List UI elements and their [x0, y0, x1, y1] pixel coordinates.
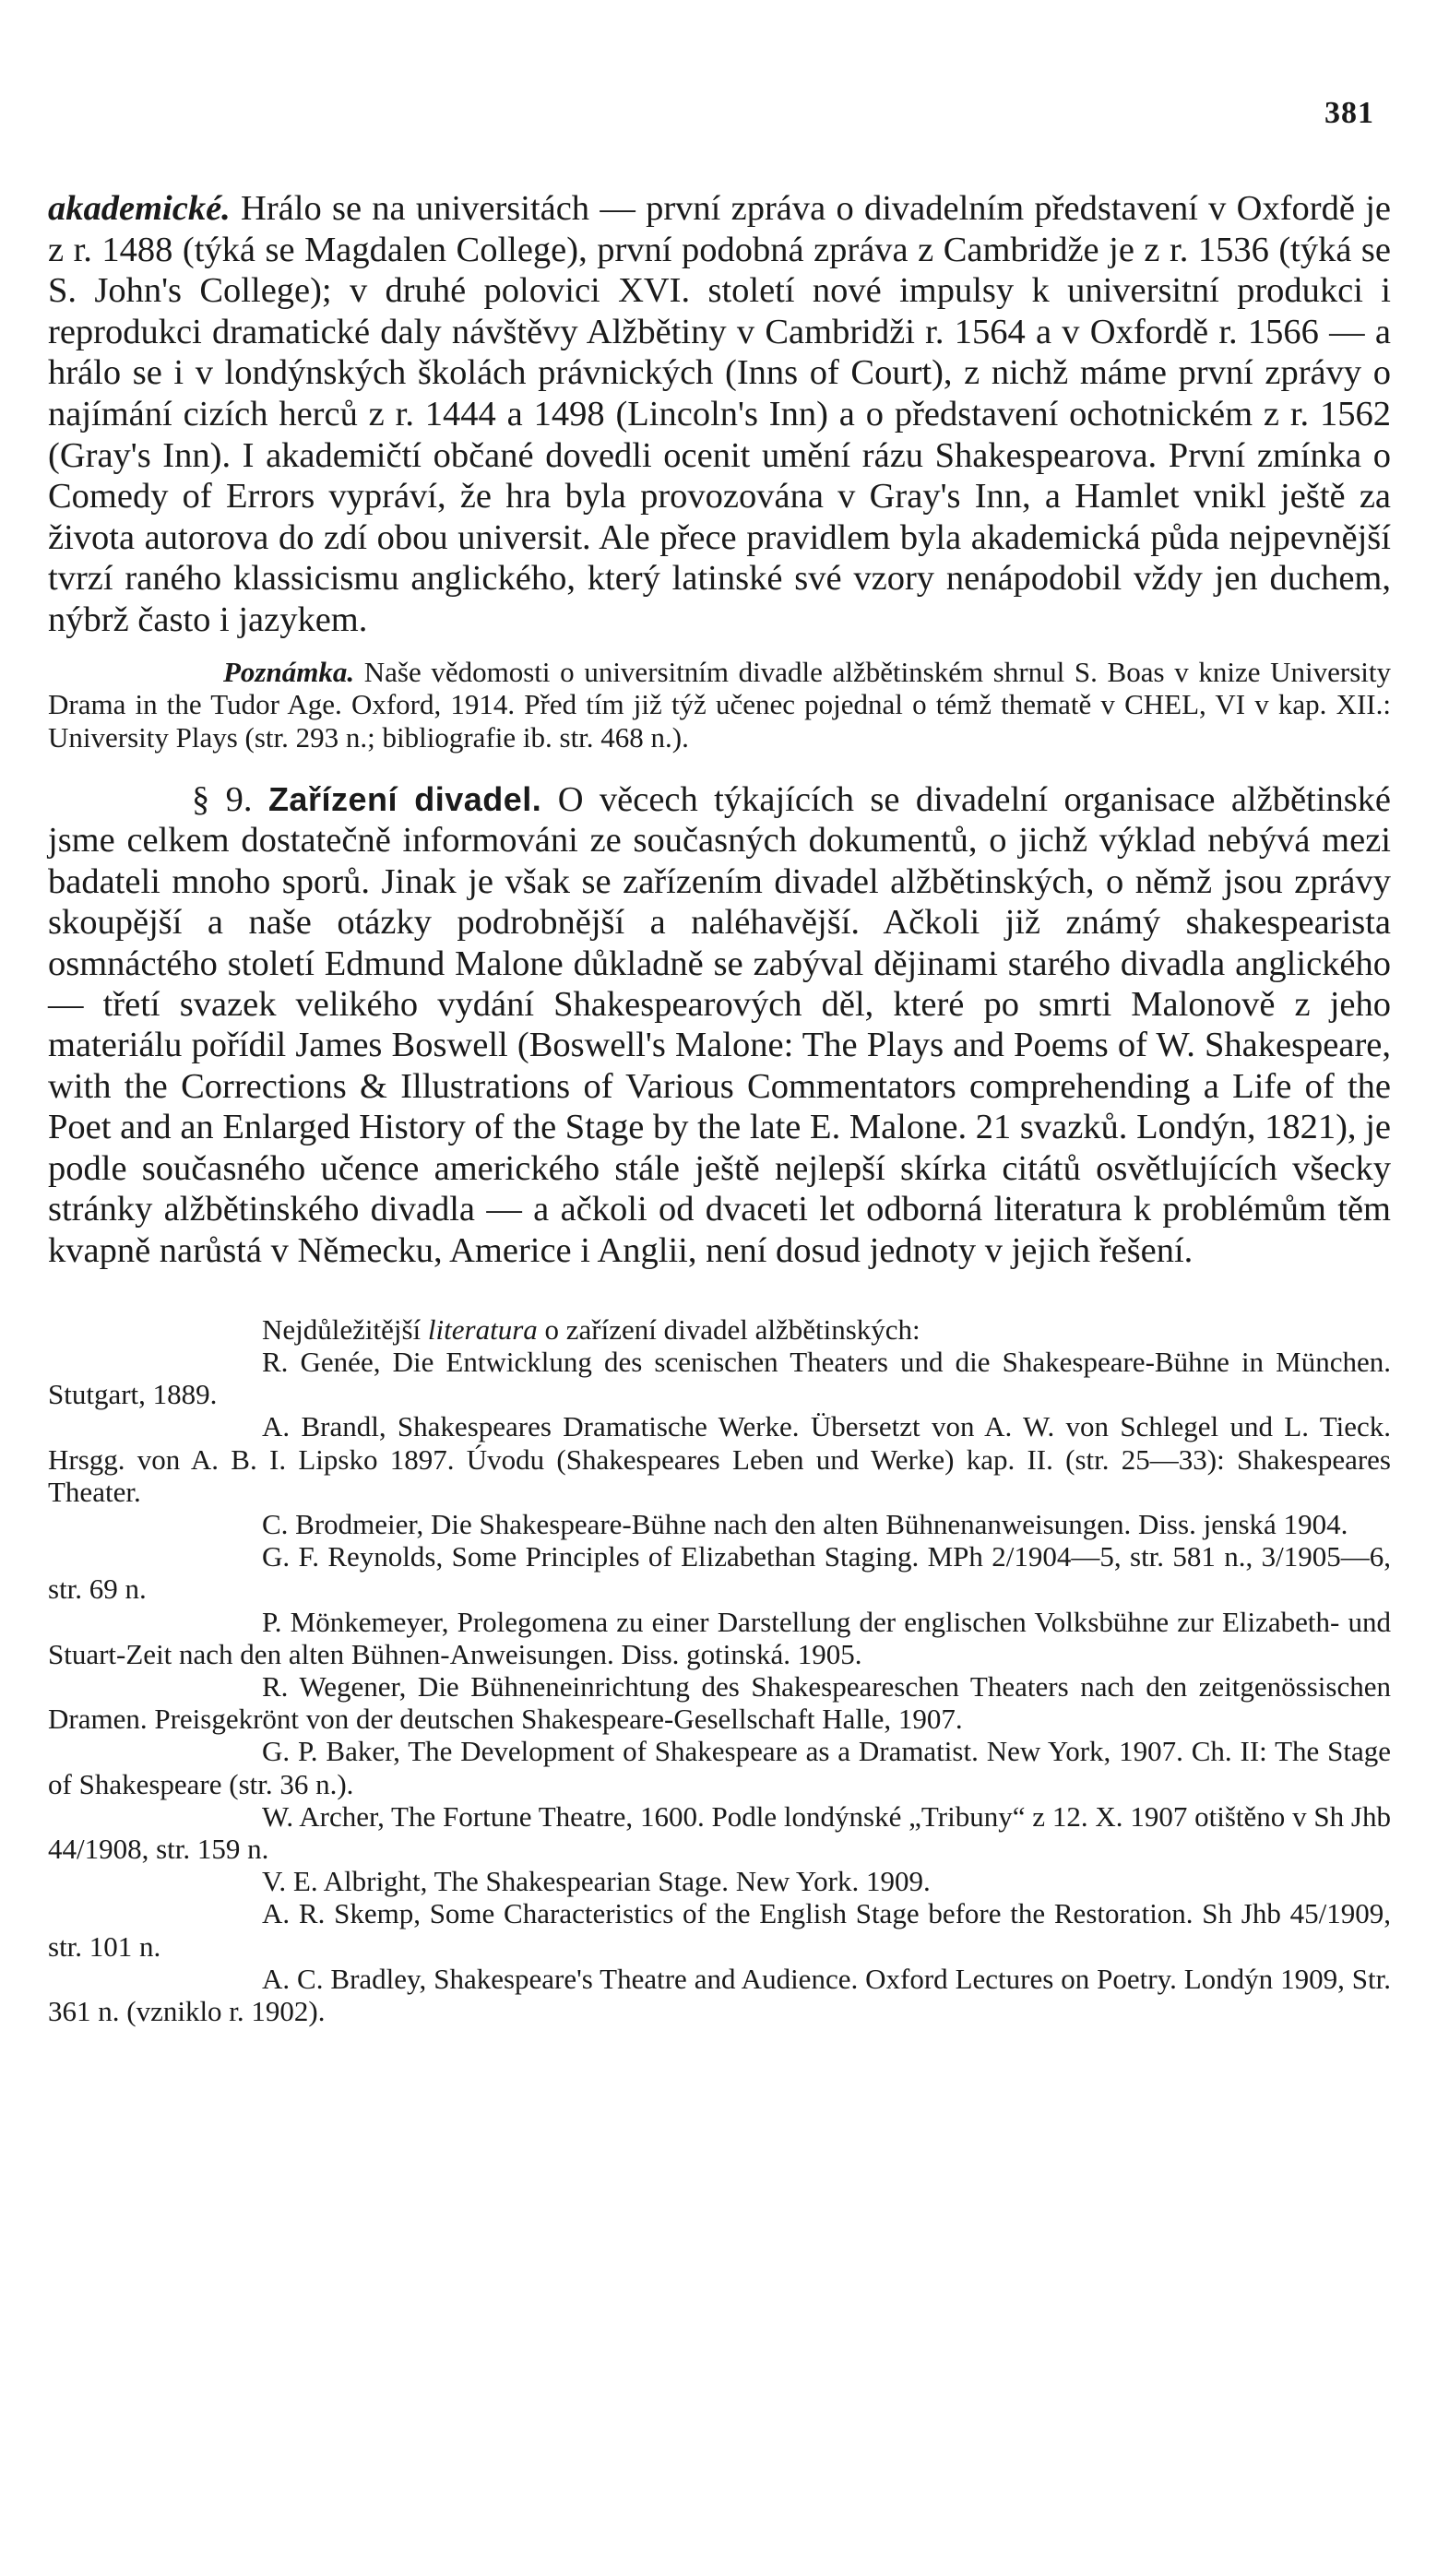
- reference-item: C. Brodmeier, Die Shakespeare-Bühne nach den alten Bühnenanweisungen. Diss. jenská 1904.: [262, 1507, 1348, 1540]
- section-text: O věcech týkajících se divadelní organisace alžbětinské jsme celkem dostatečně informováni ze současných dokumentů, o jichž výklad nebývá mezi badateli mnoho sporů. Jinak je však se zařízením divadel alžbětinských, o němž jsou zprávy skoupější a naše otázky podrobnější a naléhavější. Ačkoli již známý shakespearista osmnáctého století Edmund Malone důkladně se zabýval dějinami starého divadla anglického — třetí svazek velikého vydání Shakespearových děl, které po smrti Malonově z jeho materiálu pořídil James Boswell (Boswell's Malone: The Plays and Poems of W. Shakespeare, with the Corrections & Illustrations of Various Commentators comprehending a Life of the Poet and an Enlarged History of the Stage by the late E. Malone. 21 svazků. Londýn, 1821), je podle současného učence amerického stále ještě nejlepší skírka citátů osvětlujících všecky stránky alžbětinského divadla — a ačkoli od dvaceti let odborná literatura k problémům těm kvapně narůstá v Německu, Americe i Anglii, není dosud jednoty v jejich řešení.: [48, 780, 1392, 1270]
- book-page: [48, 85, 1391, 2027]
- paragraph-academic-theatre: [48, 188, 1391, 641]
- reference-item: G. P. Baker, The Development of Shakespeare as a Dramatist. New York, 1907. Ch. II: The Stage of Shakespeare (str. 36 n.).: [48, 1735, 1391, 1800]
- section-9: [48, 779, 1391, 1271]
- reference-list: [48, 1346, 1391, 2027]
- reference-item: A. Brandl, Shakespeares Dramatische Werke. Übersetzt von A. W. von Schlegel und L. Tieck. Hrsgg. von A. B. I. Lipsko 1897. Úvodu (Shakespeares Leben und Werke) kap. II. (str. 25—33): Shakespeares Theater.: [48, 1410, 1391, 1508]
- page-number: 381: [1324, 96, 1374, 130]
- footnote-text: Naše vědomosti o universitním divadle alžbětinském shrnul S. Boas v knize University Drama in the Tudor Age. Oxford, 1914. Před tím již týž učenec pojednal o témž thematě v CHEL, VI v kap. XII.: University Plays (str. 293 n.; bibliografie ib. str. 468 n.).: [48, 655, 1391, 754]
- reference-item: R. Genée, Die Entwicklung des scenischen Theaters und die Shakespeare-Bühne in München. Stutgart, 1889.: [48, 1345, 1391, 1411]
- paragraph-lead-word: akademické.: [48, 189, 231, 228]
- literature-heading: [48, 1313, 1391, 1346]
- footnote: [48, 656, 1391, 754]
- reference-item: V. E. Albright, The Shakespearian Stage. New York. 1909.: [262, 1865, 931, 1898]
- paragraph-text: Hrálo se na universitách — první zpráva o divadelním představení v Oxfordě je z r. 1488 (týká se Magdalen College), první podobná zpráva z Cambridže je z r. 1536 (týká se S. John's College); v druhé polovici XVI. století nové impulsy k universitní produkci i reprodukci dramatické daly návštěvy Alžbětiny v Cambridži r. 1564 a v Oxfordě r. 1566 — a hrálo se i v londýnských školách právnických (Inns of Court), z nichž máme první zprávy o najímání cizích herců z r. 1444 a 1498 (Lincoln's Inn) a o představení ochotnickém z r. 1562 (Gray's Inn). I akademičtí občané dovedli ocenit umění rázu Shakespearova. První zmínka o Comedy of Errors vypráví, že hra byla provozována v Gray's Inn, a Hamlet vnikl ještě za života autorova do zdí obou universit. Ale přece pravidlem byla akademická půda nejpevnější tvrzí raného klassicismu anglického, který latinské své vzory nenápodobil vždy jen duchem, nýbrž často i jazykem.: [48, 189, 1391, 639]
- reference-item: W. Archer, The Fortune Theatre, 1600. Podle londýnské „Tribuny“ z 12. X. 1907 otištěno v Sh Jhb 44/1908, str. 159 n.: [48, 1799, 1391, 1865]
- literature-intro-after: o zařízení divadel alžbětinských:: [537, 1312, 920, 1346]
- reference-item: R. Wegener, Die Bühneneinrichtung des Shakespeareschen Theaters nach den zeitgenössischen Dramen. Preisgekrönt von der deutschen Shakespeare-Gesellschaft Halle, 1907.: [48, 1669, 1391, 1736]
- reference-item: G. F. Reynolds, Some Principles of Elizabethan Staging. MPh 2/1904—5, str. 581 n., 3/1905—6, str. 69 n.: [48, 1540, 1391, 1606]
- section-number: § 9.: [192, 780, 253, 820]
- literature-intro-emphasis: literatura: [427, 1312, 538, 1346]
- footnote-label: Poznámka.: [223, 655, 355, 688]
- reference-item: A. R. Skemp, Some Characteristics of the English Stage before the Restoration. Sh Jhb 45/1909, str. 101 n.: [48, 1897, 1391, 1963]
- literature-intro-before: Nejdůležitější: [262, 1312, 428, 1346]
- reference-item: P. Mönkemeyer, Prolegomena zu einer Darstellung der englischen Volksbühne zur Elizabeth- und Stuart-Zeit nach den alten Bühnen-Anweisungen. Diss. gotinská. 1905.: [48, 1605, 1391, 1670]
- section-title: Zařízení divadel.: [267, 780, 542, 819]
- main-paragraph: [48, 188, 1391, 641]
- reference-item: A. C. Bradley, Shakespeare's Theatre and Audience. Oxford Lectures on Poetry. Londýn 1909, Str. 361 n. (vzniklo r. 1902).: [48, 1962, 1391, 2027]
